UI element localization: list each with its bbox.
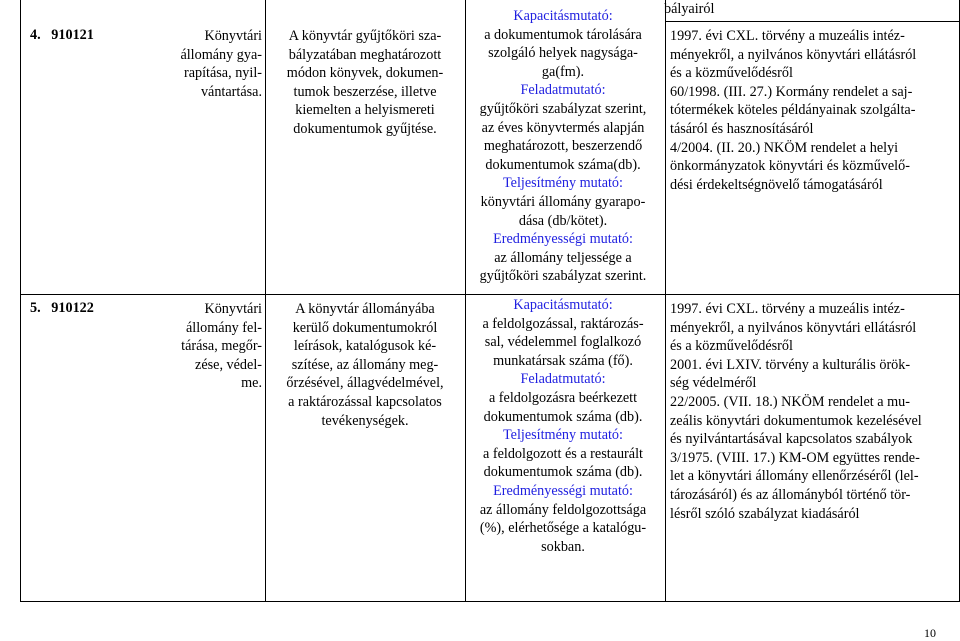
row-name: Könyvtári állomány gya- rapítása, nyil- vántartása. [180, 28, 262, 100]
row-indicators: Kapacitásmutató: a feldolgozással, raktározás- sal, védelemmel foglalkozó munkatársak száma (fő). Feladatmutató: a feldolgozásra beérkezett dokumentumok száma (db). Teljesítmény mutató: a feldolgozott és a restaurált dokumentumok száma (db). Eredményességi mutató: az állomány feldolgozottsága (%), elérhetősége a katalógu- sokban. [468, 296, 658, 556]
table-rule [265, 0, 266, 602]
row-name: Könyvtári állomány fel- tárása, megőr- zése, védel- me. [181, 301, 262, 392]
indicator-label: Kapacitásmutató: [513, 8, 613, 24]
indicator-label: Eredményességi mutató: [493, 231, 633, 248]
row-number: 4. 910121 [30, 27, 94, 43]
row-legal-basis: 1997. évi CXL. törvény a muzeális intéz- ményekről, a nyilvános könyvtári ellátásról és a közművelődésről 60/1998. (III. 27.) Kormány rendelet a saj- tótermékek köteles példányainak szolgálta- tásáról és hasznosításáról 4/2004. (II. 20.) NKÖM rendelet a helyi önkormányzatok könyvtári és közművelő- dési érdekeltségnövelő támogatásáról [670, 28, 917, 193]
table-rule [20, 601, 960, 602]
indicator-label: Kapacitásmutató: [513, 297, 613, 313]
table-rule [665, 21, 960, 22]
table-rule [20, 0, 21, 602]
row-number: 5. 910122 [30, 300, 94, 316]
row-indicators: Kapacitásmutató: a dokumentumok tárolására szolgáló helyek nagyságа- ga(fm). Feladatmutató: gyűjtőköri szabályzat szerint, az éves könyvtermés alapján meghatározott, beszerzendő dokumentumok száma(db). Teljesítmény mutató: könyvtári állomány gyarapo- dása (db/kötet). Eredményességi mutató: az állomány teljessége a gyűjtőköri szabályzat szerint. [468, 7, 658, 286]
row-code: 910121 [51, 27, 94, 43]
row-description: A könyvtár gyűjtőköri sza- bályzatában meghatározott módon könyvek, dokumen- tumok beszerzése, illetve kiemelten a helyismereti dokumentumok gyűjtése. [286, 28, 444, 137]
indicator-label: Eredményességi mutató: [493, 482, 633, 499]
page-number: 10 [924, 626, 936, 640]
table-rule [20, 294, 960, 295]
row-description: A könyvtár állományába kerülő dokumentumokról leírások, katalógusok ké- szítése, az állomány meg- őrzésével, állagvédelmével, a raktározással kapcsolatos tevékenységek. [286, 301, 444, 429]
row-code: 910122 [51, 300, 94, 316]
indicator-label: Teljesítmény mutató: [503, 175, 623, 192]
indicator-label: Teljesítmény mutató: [503, 427, 623, 444]
indicator-label: Feladatmutató: [520, 371, 606, 388]
table-rule [465, 0, 466, 602]
table-rule [665, 0, 666, 602]
indicator-label: Feladatmutató: [520, 82, 606, 99]
row-legal-basis: 1997. évi CXL. törvény a muzeális intéz- ményekről, a nyilvános könyvtári ellátásról és a közművelődésről 2001. évi LXIV. törvény a kulturális örök- ség védelméről 22/2005. (VII. 18.) NKÖM rendelet a mu- zeális könyvtári dokumentumok kezelésével és nyilvántartásával kapcsolatos szabályok 3/1975. (VIII. 17.) KM-OM együttes rende- let a könyvtári állomány ellenőrzéséről (lel- tározásáról) és az állományból történő tör- lésről szóló szabályzat kiadásáról [670, 301, 922, 522]
header-fragment: bályairól [664, 1, 715, 17]
